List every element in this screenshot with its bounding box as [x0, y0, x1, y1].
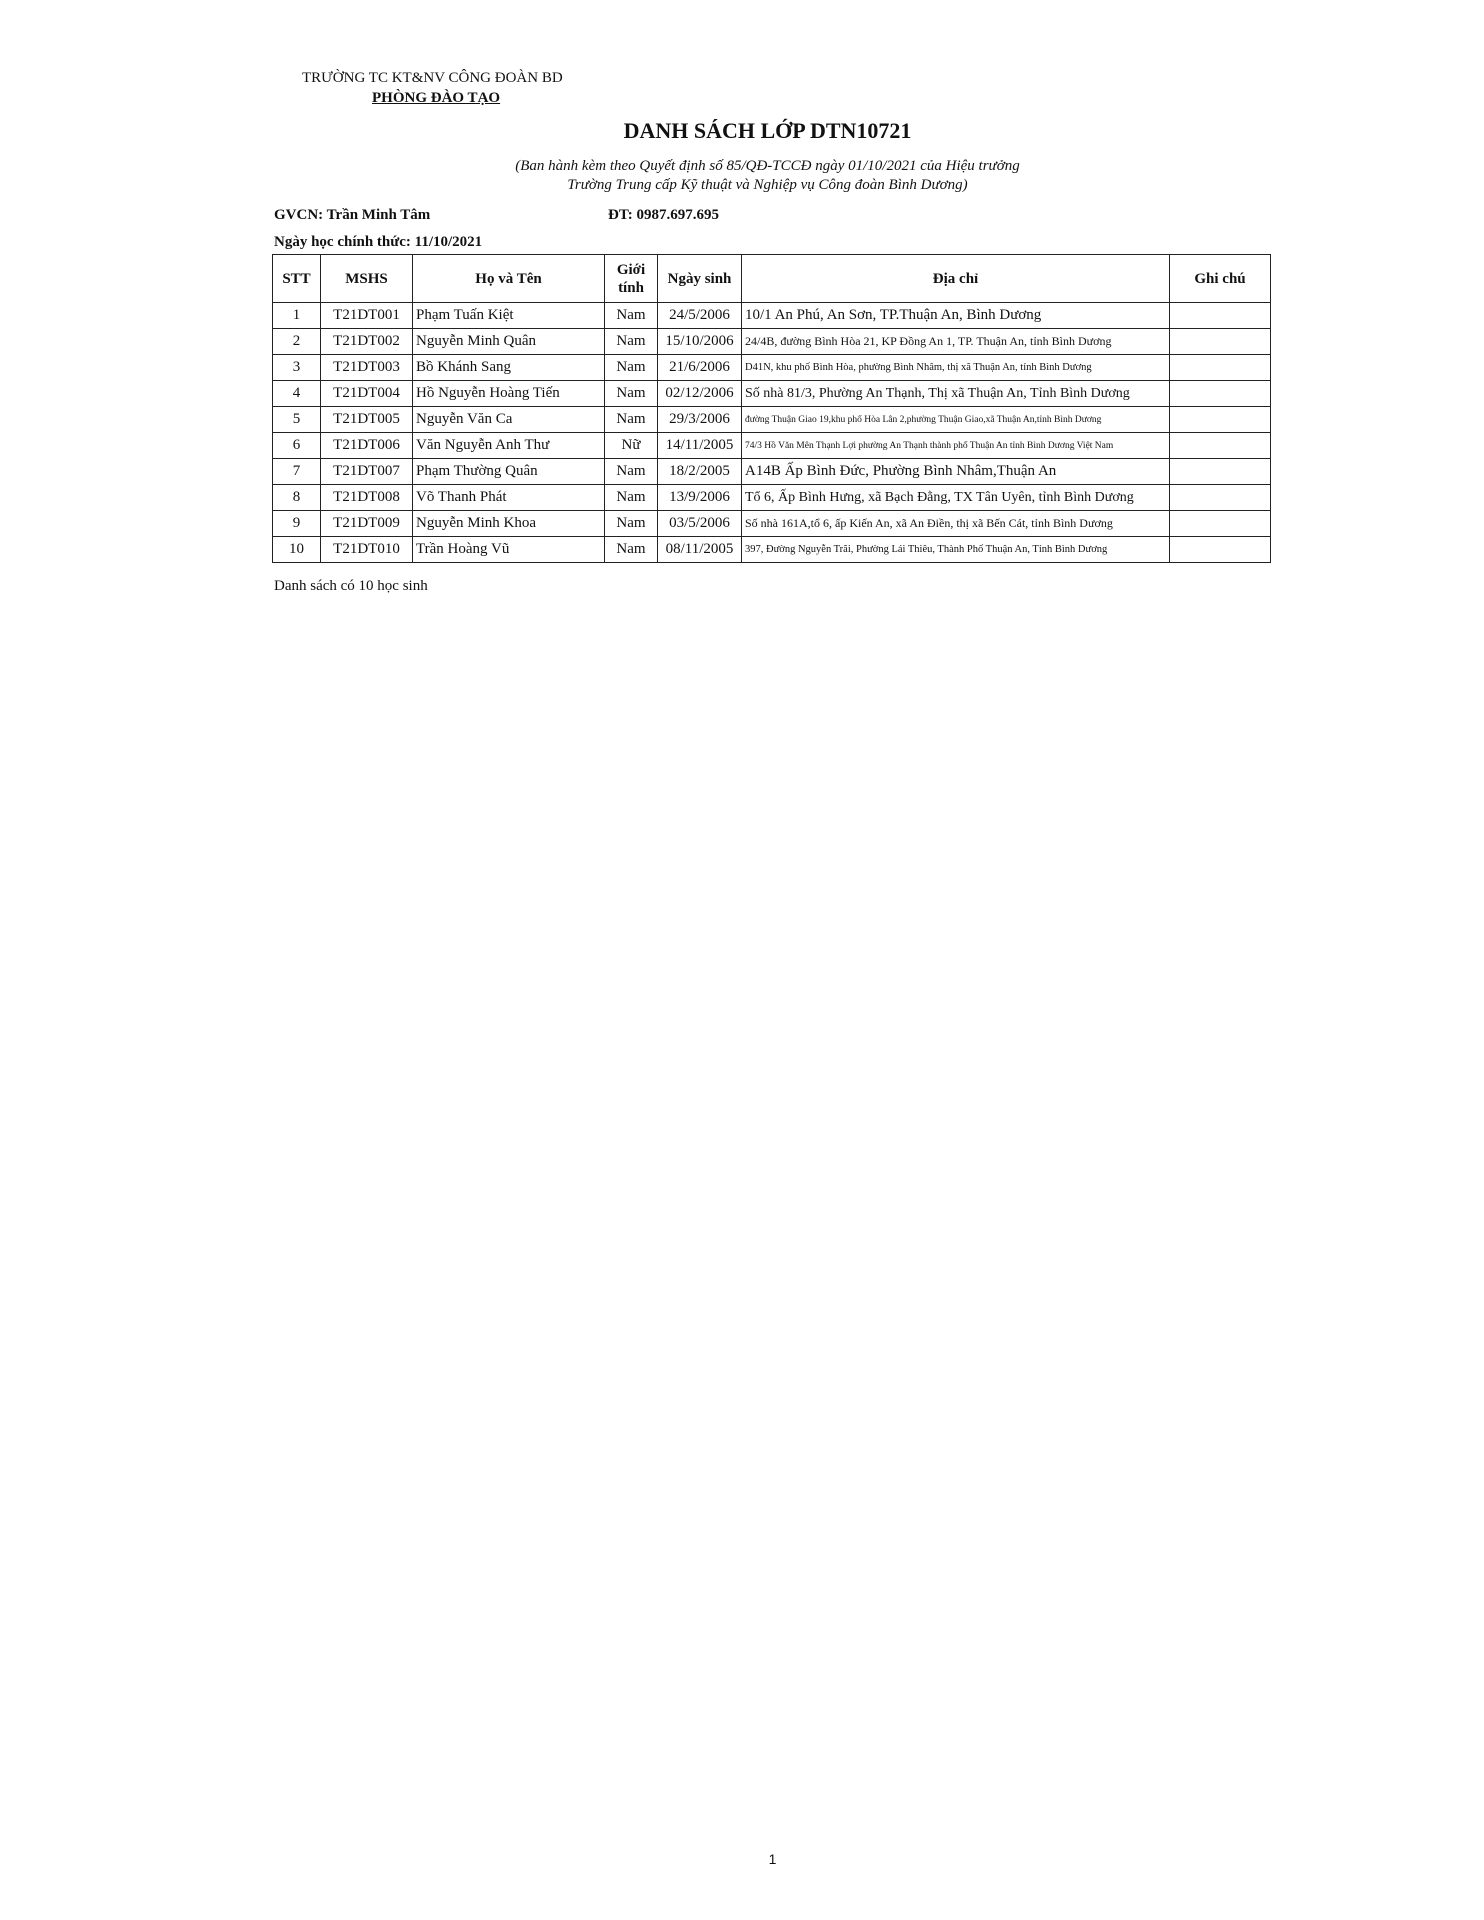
- table-row: [273, 381, 1271, 407]
- cell-note: [1170, 511, 1271, 537]
- cell-name: Trần Hoàng Vũ: [413, 537, 605, 563]
- table-row: [273, 329, 1271, 355]
- cell-note: [1170, 355, 1271, 381]
- cell-stt: 10: [273, 537, 321, 563]
- cell-stt: 1: [273, 303, 321, 329]
- header-gender-line-1: Giới: [616, 261, 646, 278]
- cell-mshs: T21DT006: [321, 433, 413, 459]
- cell-dob: 03/5/2006: [658, 511, 742, 537]
- cell-name: Phạm Tuấn Kiệt: [413, 303, 605, 329]
- teacher-phone: ĐT: 0987.697.695: [608, 207, 719, 223]
- homeroom-teacher: GVCN: Trần Minh Tâm: [274, 207, 431, 223]
- student-table: [272, 254, 1271, 563]
- school-name: TRƯỜNG TC KT&NV CÔNG ĐOÀN BD: [302, 70, 563, 86]
- header-dob: Ngày sinh: [658, 255, 742, 303]
- cell-note: [1170, 433, 1271, 459]
- table-row: [273, 355, 1271, 381]
- cell-dob: 13/9/2006: [658, 485, 742, 511]
- cell-stt: 6: [273, 433, 321, 459]
- cell-note: [1170, 329, 1271, 355]
- cell-address: D41N, khu phố Bình Hòa, phường Bình Nhâm, thị xã Thuận An, tỉnh Bình Dương: [742, 355, 1170, 381]
- cell-dob: 29/3/2006: [658, 407, 742, 433]
- header-gender-line-2: tính: [618, 279, 644, 296]
- cell-mshs: T21DT001: [321, 303, 413, 329]
- cell-gender: Nam: [605, 355, 658, 381]
- cell-gender: Nam: [605, 381, 658, 407]
- cell-gender: Nam: [605, 537, 658, 563]
- cell-dob: 21/6/2006: [658, 355, 742, 381]
- cell-note: [1170, 407, 1271, 433]
- cell-gender: Nam: [605, 511, 658, 537]
- cell-stt: 7: [273, 459, 321, 485]
- table-row: [273, 459, 1271, 485]
- cell-note: [1170, 459, 1271, 485]
- cell-name: Hồ Nguyễn Hoàng Tiến: [413, 381, 605, 407]
- cell-mshs: T21DT003: [321, 355, 413, 381]
- cell-stt: 9: [273, 511, 321, 537]
- cell-gender: Nữ: [605, 433, 658, 459]
- cell-name: Phạm Thường Quân: [413, 459, 605, 485]
- cell-mshs: T21DT005: [321, 407, 413, 433]
- subtitle-line-1: (Ban hành kèm theo Quyết định số 85/QĐ-TCCĐ ngày 01/10/2021 của Hiệu trưởng: [515, 158, 1020, 174]
- table-row: [273, 433, 1271, 459]
- header-note: Ghi chú: [1170, 255, 1271, 303]
- cell-mshs: T21DT002: [321, 329, 413, 355]
- cell-note: [1170, 485, 1271, 511]
- cell-gender: Nam: [605, 303, 658, 329]
- table-header-row: [273, 255, 1271, 303]
- cell-stt: 5: [273, 407, 321, 433]
- header-stt: STT: [273, 255, 321, 303]
- table-row: [273, 303, 1271, 329]
- cell-dob: 18/2/2005: [658, 459, 742, 485]
- header-mshs: MSHS: [321, 255, 413, 303]
- cell-address: 24/4B, đường Bình Hòa 21, KP Đồng An 1, TP. Thuận An, tỉnh Bình Dương: [742, 329, 1170, 355]
- cell-gender: Nam: [605, 485, 658, 511]
- cell-name: Bồ Khánh Sang: [413, 355, 605, 381]
- cell-dob: 08/11/2005: [658, 537, 742, 563]
- cell-gender: Nam: [605, 459, 658, 485]
- header-address: Địa chỉ: [742, 255, 1170, 303]
- department-name: PHÒNG ĐÀO TẠO: [372, 90, 501, 106]
- cell-dob: 15/10/2006: [658, 329, 742, 355]
- cell-mshs: T21DT010: [321, 537, 413, 563]
- cell-dob: 02/12/2006: [658, 381, 742, 407]
- cell-stt: 3: [273, 355, 321, 381]
- cell-address: Số nhà 81/3, Phường An Thạnh, Thị xã Thuận An, Tỉnh Bình Dương: [742, 381, 1170, 407]
- table-row: [273, 511, 1271, 537]
- cell-address: 74/3 Hồ Văn Mên Thạnh Lợi phường An Thạnh thành phố Thuận An tỉnh Bình Dương Việt Nam: [742, 433, 1170, 459]
- cell-address: Số nhà 161A,tổ 6, ấp Kiến An, xã An Điền, thị xã Bến Cát, tỉnh Bình Dương: [742, 511, 1170, 537]
- cell-dob: 14/11/2005: [658, 433, 742, 459]
- header-name: Họ và Tên: [413, 255, 605, 303]
- page-number: 1: [768, 1851, 777, 1867]
- cell-mshs: T21DT007: [321, 459, 413, 485]
- table-row: [273, 537, 1271, 563]
- student-count-note: Danh sách có 10 học sinh: [274, 578, 428, 594]
- table-row: [273, 407, 1271, 433]
- cell-mshs: T21DT004: [321, 381, 413, 407]
- cell-address: Tổ 6, Ấp Bình Hưng, xã Bạch Đằng, TX Tân Uyên, tỉnh Bình Dương: [742, 485, 1170, 511]
- cell-mshs: T21DT009: [321, 511, 413, 537]
- cell-note: [1170, 537, 1271, 563]
- cell-stt: 4: [273, 381, 321, 407]
- header-gender: [605, 255, 658, 303]
- cell-gender: Nam: [605, 329, 658, 355]
- cell-address: 397, Đường Nguyễn Trãi, Phường Lái Thiêu, Thành Phố Thuận An, Tỉnh Bình Dương: [742, 537, 1170, 563]
- document-title: DANH SÁCH LỚP DTN10721: [623, 118, 912, 143]
- cell-name: Nguyễn Minh Khoa: [413, 511, 605, 537]
- cell-name: Võ Thanh Phát: [413, 485, 605, 511]
- cell-name: Văn Nguyễn Anh Thư: [413, 433, 605, 459]
- cell-mshs: T21DT008: [321, 485, 413, 511]
- cell-address: A14B Ấp Bình Đức, Phường Bình Nhâm,Thuận An: [742, 459, 1170, 485]
- table-row: [273, 485, 1271, 511]
- cell-stt: 8: [273, 485, 321, 511]
- cell-stt: 2: [273, 329, 321, 355]
- cell-note: [1170, 303, 1271, 329]
- cell-dob: 24/5/2006: [658, 303, 742, 329]
- cell-name: Nguyễn Văn Ca: [413, 407, 605, 433]
- start-date: Ngày học chính thức: 11/10/2021: [274, 234, 483, 250]
- subtitle-line-2: Trường Trung cấp Kỹ thuật và Nghiệp vụ Công đoàn Bình Dương): [567, 177, 968, 193]
- cell-address: đường Thuận Giao 19,khu phố Hòa Lân 2,phường Thuận Giao,xã Thuận An,tỉnh Bình Dương: [742, 407, 1170, 433]
- document-subtitle: [0, 157, 1484, 195]
- cell-note: [1170, 381, 1271, 407]
- cell-address: 10/1 An Phú, An Sơn, TP.Thuận An, Bình Dương: [742, 303, 1170, 329]
- cell-gender: Nam: [605, 407, 658, 433]
- cell-name: Nguyễn Minh Quân: [413, 329, 605, 355]
